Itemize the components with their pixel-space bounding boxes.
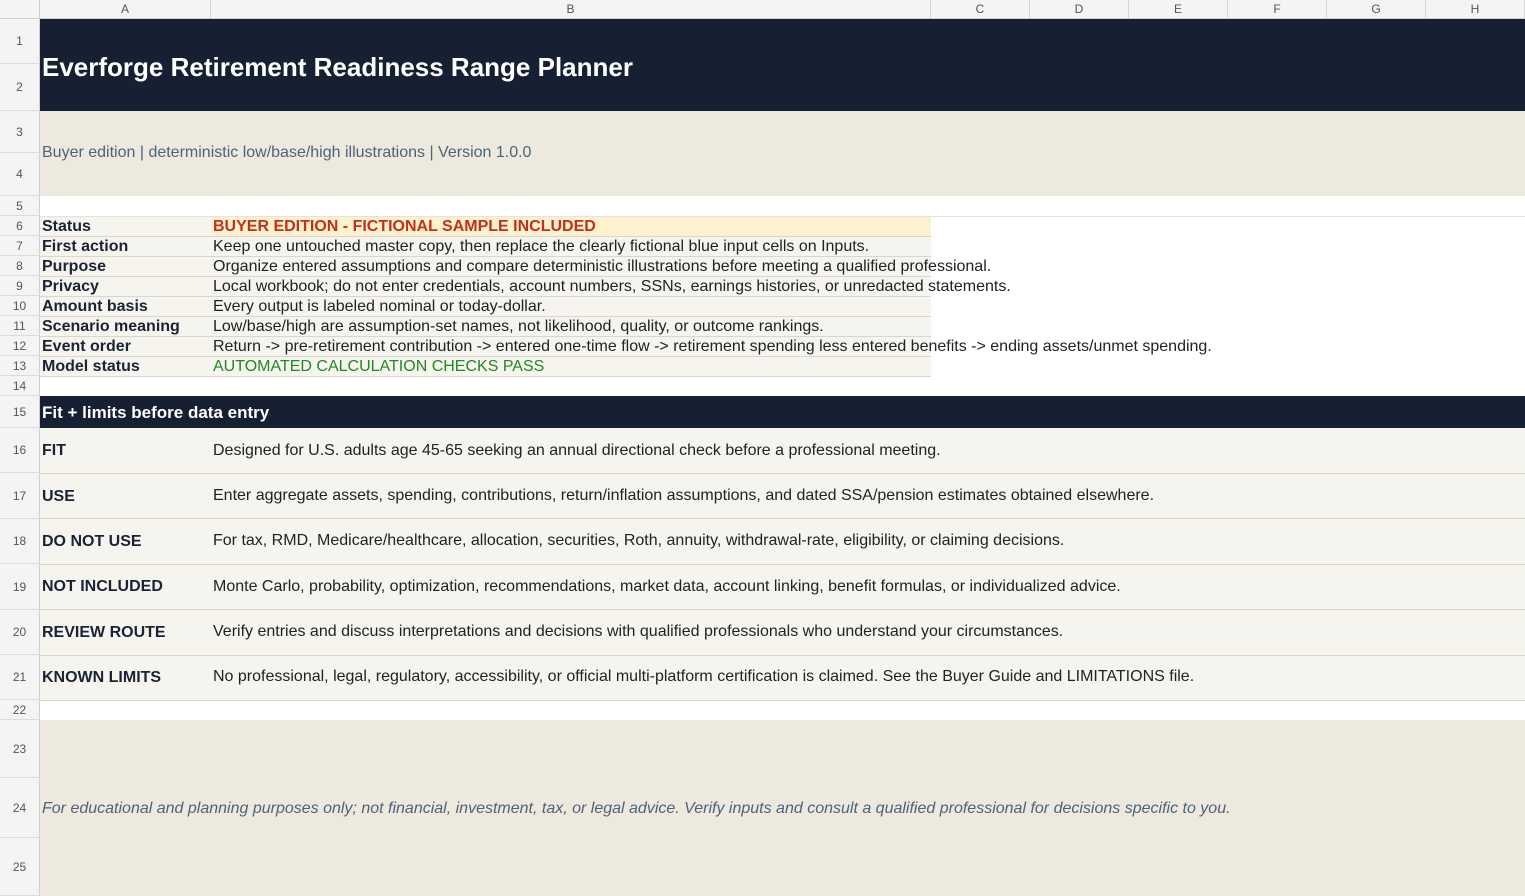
known-limits-value[interactable]: No professional, legal, regulatory, accessibility, or official multi-platform certification is claimed. See the Buyer Guide and LIMITATIONS file. — [213, 668, 1195, 685]
review-route-value[interactable]: Verify entries and discuss interpretations and decisions with qualified professionals who understand your circumstances. — [213, 623, 1064, 640]
info-value-status[interactable]: BUYER EDITION - FICTIONAL SAMPLE INCLUDED — [213, 218, 596, 235]
page-subtitle[interactable]: Buyer edition | deterministic low/base/high illustrations | Version 1.0.0 — [42, 144, 532, 161]
fit-label[interactable]: FIT — [42, 442, 66, 459]
subtitle-band — [40, 111, 1525, 196]
column-header-a[interactable]: A — [40, 0, 211, 19]
info-label-privacy[interactable]: Privacy — [42, 278, 99, 295]
row-header[interactable]: 4 — [0, 153, 40, 196]
row-divider — [40, 700, 1525, 701]
row-header[interactable]: 2 — [0, 64, 40, 111]
page-title[interactable]: Everforge Retirement Readiness Range Planner — [42, 52, 633, 82]
section-header[interactable]: Fit + limits before data entry — [42, 403, 270, 422]
row-header[interactable]: 14 — [0, 376, 40, 396]
row-divider — [40, 316, 931, 317]
row-header[interactable]: 17 — [0, 473, 40, 519]
info-label-event-order[interactable]: Event order — [42, 338, 131, 355]
row-divider — [40, 276, 931, 277]
column-header-b[interactable]: B — [211, 0, 931, 19]
info-label-amount-basis[interactable]: Amount basis — [42, 298, 148, 315]
row-divider — [40, 336, 931, 337]
info-label-status[interactable]: Status — [42, 218, 91, 235]
row-header[interactable]: 25 — [0, 838, 40, 896]
row-divider — [40, 356, 931, 357]
info-value-event-order[interactable]: Return -> pre-retirement contribution -> entered one-time flow -> retirement spending less entered benefits -> ending assets/unmet spending. — [213, 338, 1212, 355]
row-header[interactable]: 19 — [0, 564, 40, 610]
column-header-e[interactable]: E — [1129, 0, 1228, 19]
row-divider — [40, 473, 1525, 474]
row-divider — [40, 236, 931, 237]
do-not-use-value[interactable]: For tax, RMD, Medicare/healthcare, allocation, securities, Roth, annuity, withdrawal-rate, eligibility, or claiming decisions. — [213, 532, 1065, 549]
row-header[interactable]: 21 — [0, 655, 40, 700]
not-included-label[interactable]: NOT INCLUDED — [42, 578, 163, 595]
column-header-h[interactable]: H — [1426, 0, 1525, 19]
do-not-use-label[interactable]: DO NOT USE — [42, 533, 142, 550]
column-header-g[interactable]: G — [1327, 0, 1426, 19]
row-divider — [40, 655, 1525, 656]
column-header-f[interactable]: F — [1228, 0, 1327, 19]
info-value-first-action[interactable]: Keep one untouched master copy, then replace the clearly fictional blue input cells on Inputs. — [213, 238, 870, 255]
column-header-c[interactable]: C — [931, 0, 1030, 19]
use-value[interactable]: Enter aggregate assets, spending, contributions, return/inflation assumptions, and dated SSA/pension estimates obtained elsewhere. — [213, 487, 1155, 504]
row-header[interactable]: 22 — [0, 700, 40, 720]
row-divider — [40, 376, 931, 377]
info-label-first-action[interactable]: First action — [42, 238, 129, 255]
row-header[interactable]: 20 — [0, 610, 40, 655]
section-header-band — [40, 396, 1525, 428]
fit-value[interactable]: Designed for U.S. adults age 45-65 seeking an annual directional check before a professional meeting. — [213, 442, 941, 459]
row-header[interactable]: 6 — [0, 216, 40, 236]
known-limits-label[interactable]: KNOWN LIMITS — [42, 669, 162, 686]
row-header[interactable]: 12 — [0, 336, 40, 356]
row-header[interactable]: 24 — [0, 778, 40, 838]
info-value-privacy[interactable]: Local workbook; do not enter credentials, account numbers, SSNs, earnings histories, or unredacted statements. — [213, 278, 1011, 295]
column-header-d[interactable]: D — [1030, 0, 1129, 19]
row-header[interactable]: 9 — [0, 276, 40, 296]
title-band — [40, 19, 1525, 111]
select-all-corner[interactable] — [0, 0, 40, 19]
row-divider — [40, 518, 1525, 519]
use-label[interactable]: USE — [42, 488, 75, 505]
row-divider — [40, 256, 931, 257]
row-header[interactable]: 10 — [0, 296, 40, 316]
row-header[interactable]: 5 — [0, 196, 40, 216]
info-value-model-status[interactable]: AUTOMATED CALCULATION CHECKS PASS — [213, 358, 545, 375]
row-header[interactable]: 1 — [0, 19, 40, 64]
row-header[interactable]: 13 — [0, 356, 40, 376]
row-header[interactable]: 15 — [0, 396, 40, 428]
row-divider — [40, 564, 1525, 565]
row-divider — [40, 609, 1525, 610]
info-label-scenario-meaning[interactable]: Scenario meaning — [42, 318, 180, 335]
not-included-value[interactable]: Monte Carlo, probability, optimization, recommendations, market data, account linking, benefit formulas, or individualized advice. — [213, 578, 1121, 595]
row-divider — [40, 296, 931, 297]
info-label-purpose[interactable]: Purpose — [42, 258, 107, 275]
row-header[interactable]: 16 — [0, 428, 40, 473]
row-header[interactable]: 3 — [0, 111, 40, 153]
row-divider — [40, 216, 1525, 217]
info-value-purpose[interactable]: Organize entered assumptions and compare deterministic illustrations before meeting a qualified professional. — [213, 258, 992, 275]
disclaimer-text[interactable]: For educational and planning purposes only; not financial, investment, tax, or legal advice. Verify inputs and consult a qualified professional for decisions specific to you. — [42, 800, 1231, 817]
row-header[interactable]: 18 — [0, 519, 40, 564]
row-header[interactable]: 8 — [0, 256, 40, 276]
row-header[interactable]: 11 — [0, 316, 40, 336]
info-value-amount-basis[interactable]: Every output is labeled nominal or today-dollar. — [213, 298, 546, 315]
row-header[interactable]: 7 — [0, 236, 40, 256]
review-route-label[interactable]: REVIEW ROUTE — [42, 624, 166, 641]
info-label-model-status[interactable]: Model status — [42, 358, 140, 375]
info-value-scenario-meaning[interactable]: Low/base/high are assumption-set names, not likelihood, quality, or outcome rankings. — [213, 318, 824, 335]
row-header[interactable]: 23 — [0, 720, 40, 778]
